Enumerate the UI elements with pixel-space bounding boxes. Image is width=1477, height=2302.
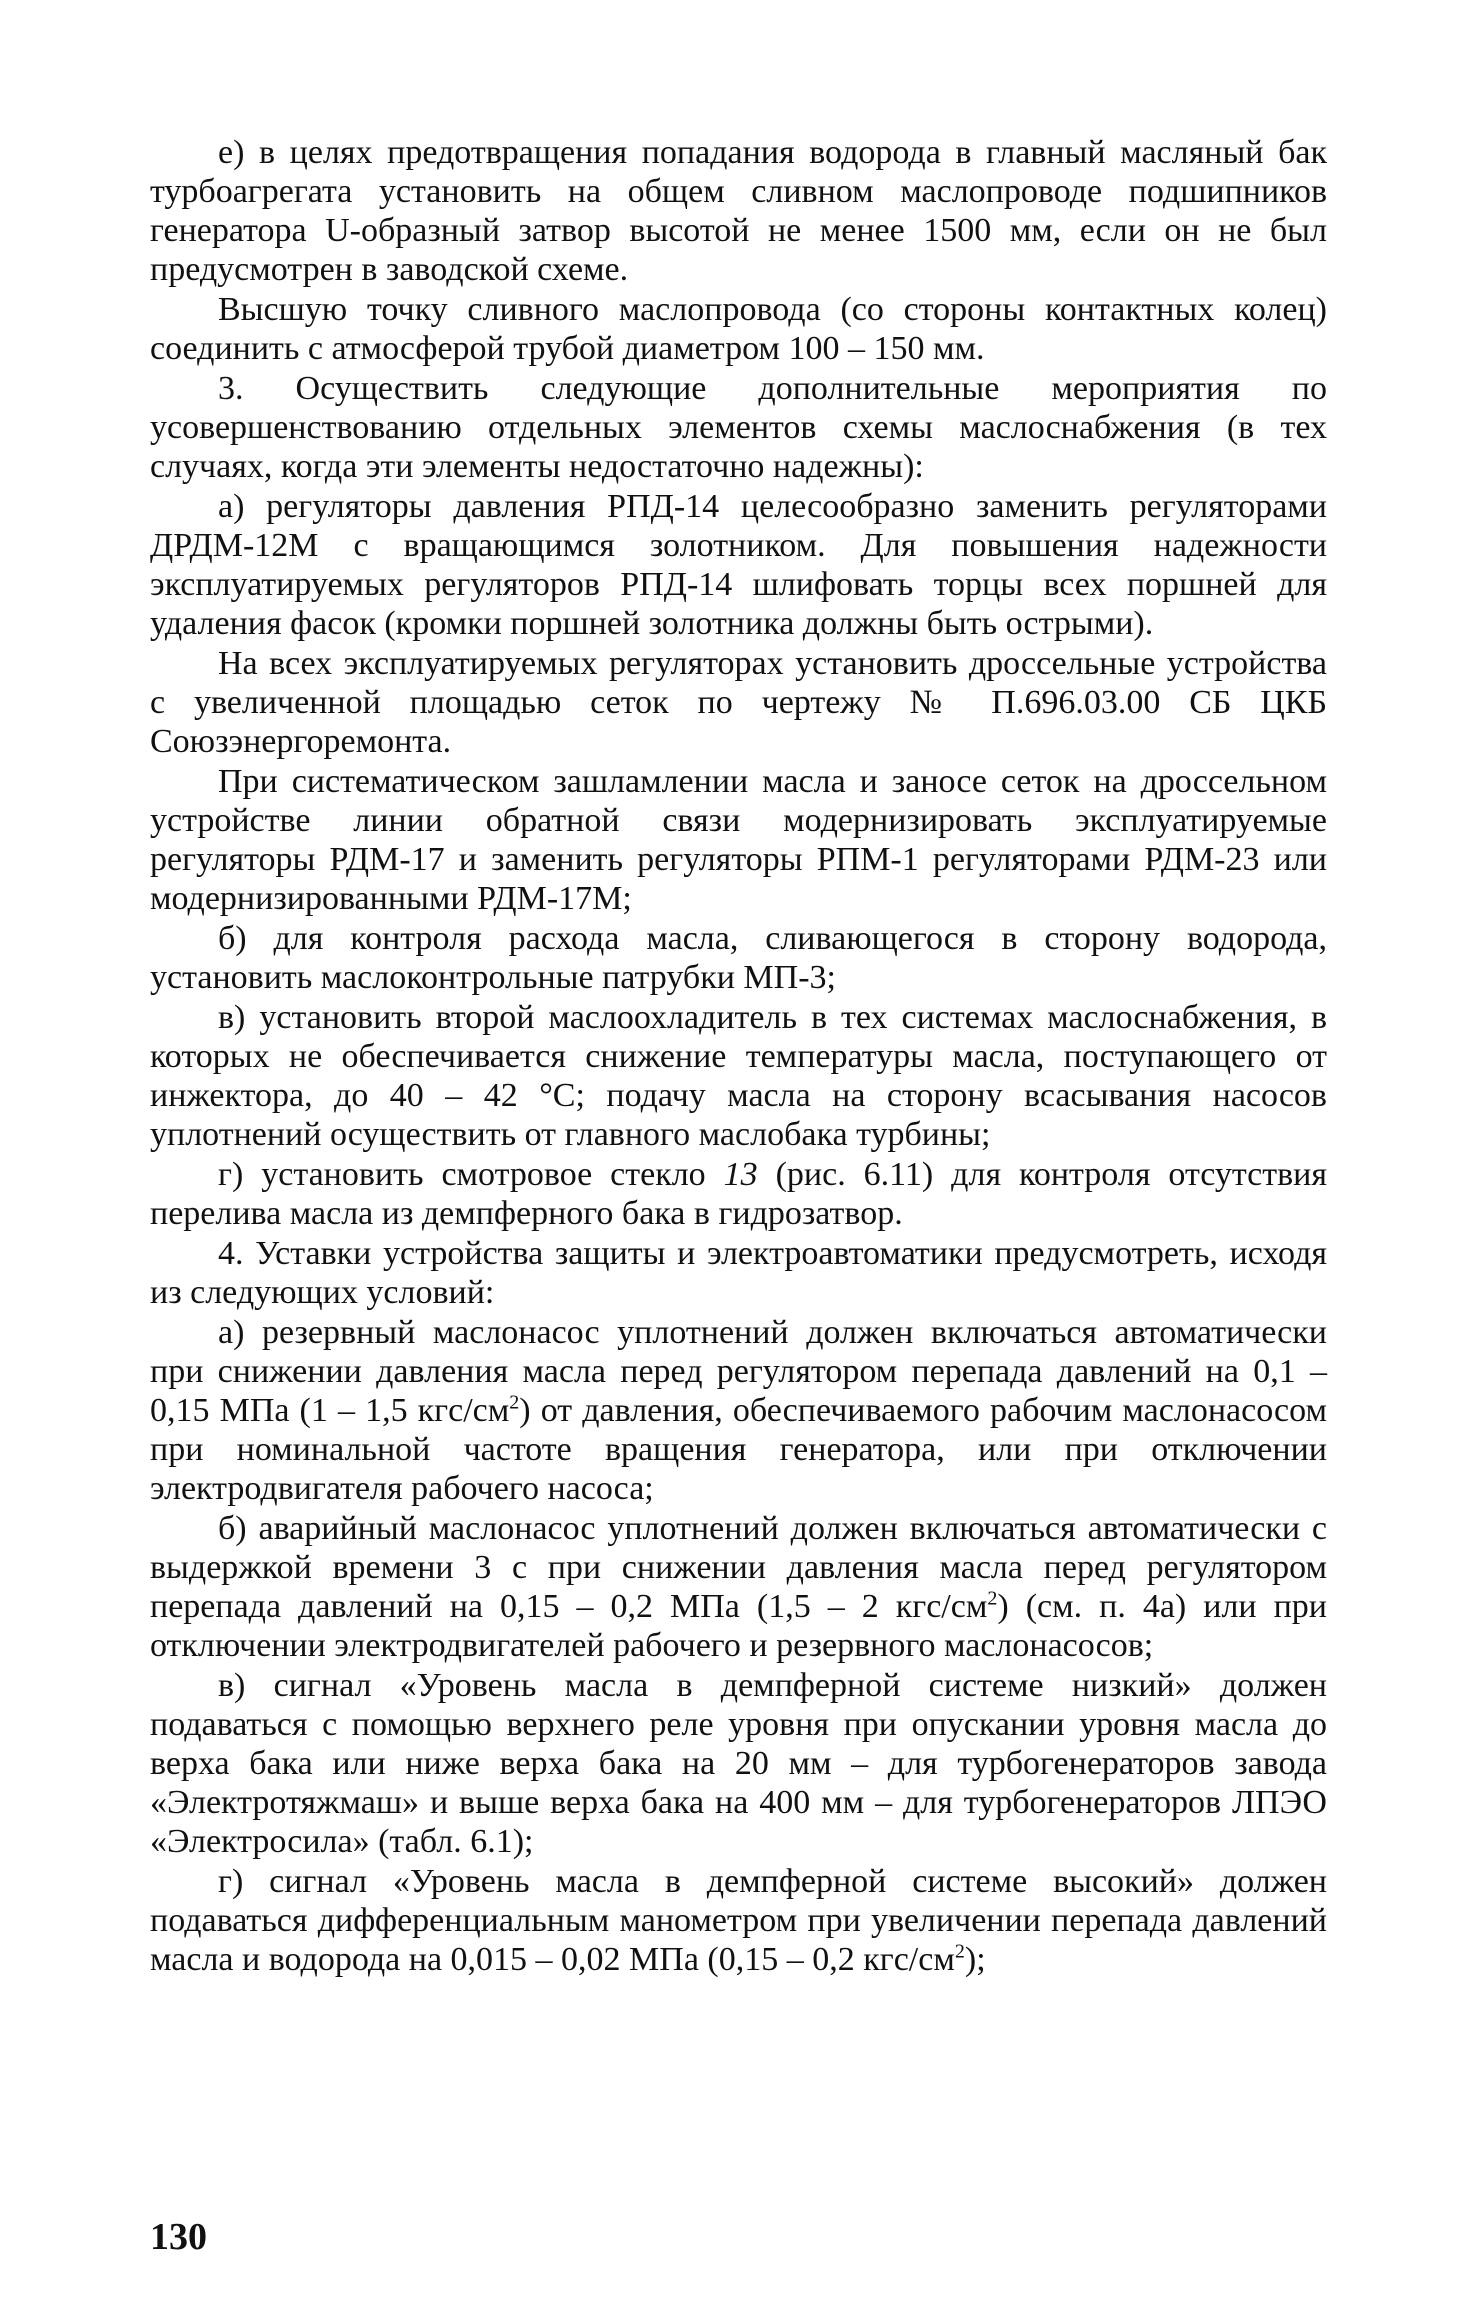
text-segment: ) от давления, обеспечиваемого рабочим маслонасосом при номинальной частоте вращения генератора, или при отключении электродвигателя рабочего насоса; xyxy=(150,1392,1328,1507)
figure-reference: 13 xyxy=(723,1156,758,1193)
paragraph-4b-emergency-pump xyxy=(150,1509,1327,1665)
text-segment: а) резервный маслонасос уплотнений должен включаться автоматически при снижении давления масла перед регулятором перепада давлений на 0,1 – 0,15 МПа (1 – 1,5 кгс/см xyxy=(150,1314,1327,1429)
paragraph-4-settings: 4. Уставки устройства защиты и электроавтоматики предусмотреть, исходя из следующих условий: xyxy=(150,1235,1327,1311)
text-segment: г) сигнал «Уровень масла в демпферной системе высокий» должен подаваться дифференциальным манометром при увеличении перепада давлений масла и водорода на 0,015 – 0,02 МПа (0,15 – 0,2 кгс/см xyxy=(150,1863,1327,1978)
paragraph-sludge: При систематическом зашламлении масла и заносе сеток на дроссельном устройстве линии обратной связи модернизировать эксплуатируемые регуляторы РДМ-17 и заменить регуляторы РПМ-1 регуляторами РДМ-23 или модернизированными РДМ-17М; xyxy=(150,763,1327,917)
superscript: 2 xyxy=(987,1587,998,1610)
paragraph-3v-oil-cooler: в) установить второй маслоохладитель в тех системах маслоснабжения, в которых не обеспечивается снижение температуры масла, поступающего от инжектора, до 40 – 42 °С; подачу масла на сторону всасывания насосов уплотнений осуществить от главного маслобака турбины; xyxy=(150,999,1327,1153)
paragraph-e-hydrogen-seal: е) в целях предотвращения попадания водорода в главный масляный бак турбоагрегата установить на общем сливном маслопроводе подшипников генератора U-образный затвор высотой не менее 1500 мм, если он не был предусмотрен в заводской схеме. xyxy=(150,134,1327,288)
page-body xyxy=(150,133,1327,1979)
superscript: 2 xyxy=(954,1940,965,1963)
paragraph-throttle-devices: На всех эксплуатируемых регуляторах установить дроссельные устройства с увеличенной площадью сеток по чертежу № П.696.03.00 СБ ЦКБ Союзэнергоремонта. xyxy=(150,645,1327,760)
paragraph-3g-sight-glass xyxy=(150,1155,1327,1233)
paragraph-4g-high-level-signal xyxy=(150,1862,1327,1979)
paragraph-3a-regulators: а) регуляторы давления РПД-14 целесообразно заменить регуляторами ДРДМ-12М с вращающимся золотником. Для повышения надежности эксплуатируемых регуляторов РПД-14 шлифовать торцы всех поршней для удаления фасок (кромки поршней золотника должны быть острыми). xyxy=(150,488,1327,642)
page-number: 130 xyxy=(150,2216,207,2258)
text-segment: б) аварийный маслонасос уплотнений должен включаться автоматически с выдержкой времени 3 с при снижении давления масла перед регулятором перепада давлений на 0,15 – 0,2 МПа (1,5 – 2 кгс/см xyxy=(150,1510,1327,1625)
text-segment: ) (см. п. 4а) или при отключении электродвигателей рабочего и резервного маслонасосов; xyxy=(150,1588,1327,1664)
paragraph-4a-reserve-pump xyxy=(150,1313,1327,1508)
paragraph-drain-vent: Высшую точку сливного маслопровода (со стороны контактных колец) соединить с атмосферой трубой диаметром 100 – 150 мм. xyxy=(150,291,1327,367)
text-segment: ); xyxy=(964,1941,986,1978)
text-segment: г) установить смотровое стекло xyxy=(218,1156,724,1193)
text-segment: (рис. 6.11) для контроля отсутствия перелива масла из демпферного бака в гидрозатвор. xyxy=(150,1156,1327,1232)
paragraph-4v-low-level-signal: в) сигнал «Уровень масла в демпферной системе низкий» должен подаваться с помощью верхнего реле уровня при опускании уровня масла до верха бака или ниже верха бака на 20 мм – для турбогенераторов завода «Электротяжмаш» и выше верха бака на 400 мм – для турбогенераторов ЛПЭО «Электросила» (табл. 6.1); xyxy=(150,1667,1327,1860)
paragraph-3b-oil-control: б) для контроля расхода масла, сливающегося в сторону водорода, установить маслоконтрольные патрубки МП-3; xyxy=(150,920,1327,996)
paragraph-3-measures: 3. Осуществить следующие дополнительные мероприятия по усовершенствованию отдельных элементов схемы маслоснабжения (в тех случаях, когда эти элементы недостаточно надежны): xyxy=(150,370,1327,485)
superscript: 2 xyxy=(509,1391,520,1414)
